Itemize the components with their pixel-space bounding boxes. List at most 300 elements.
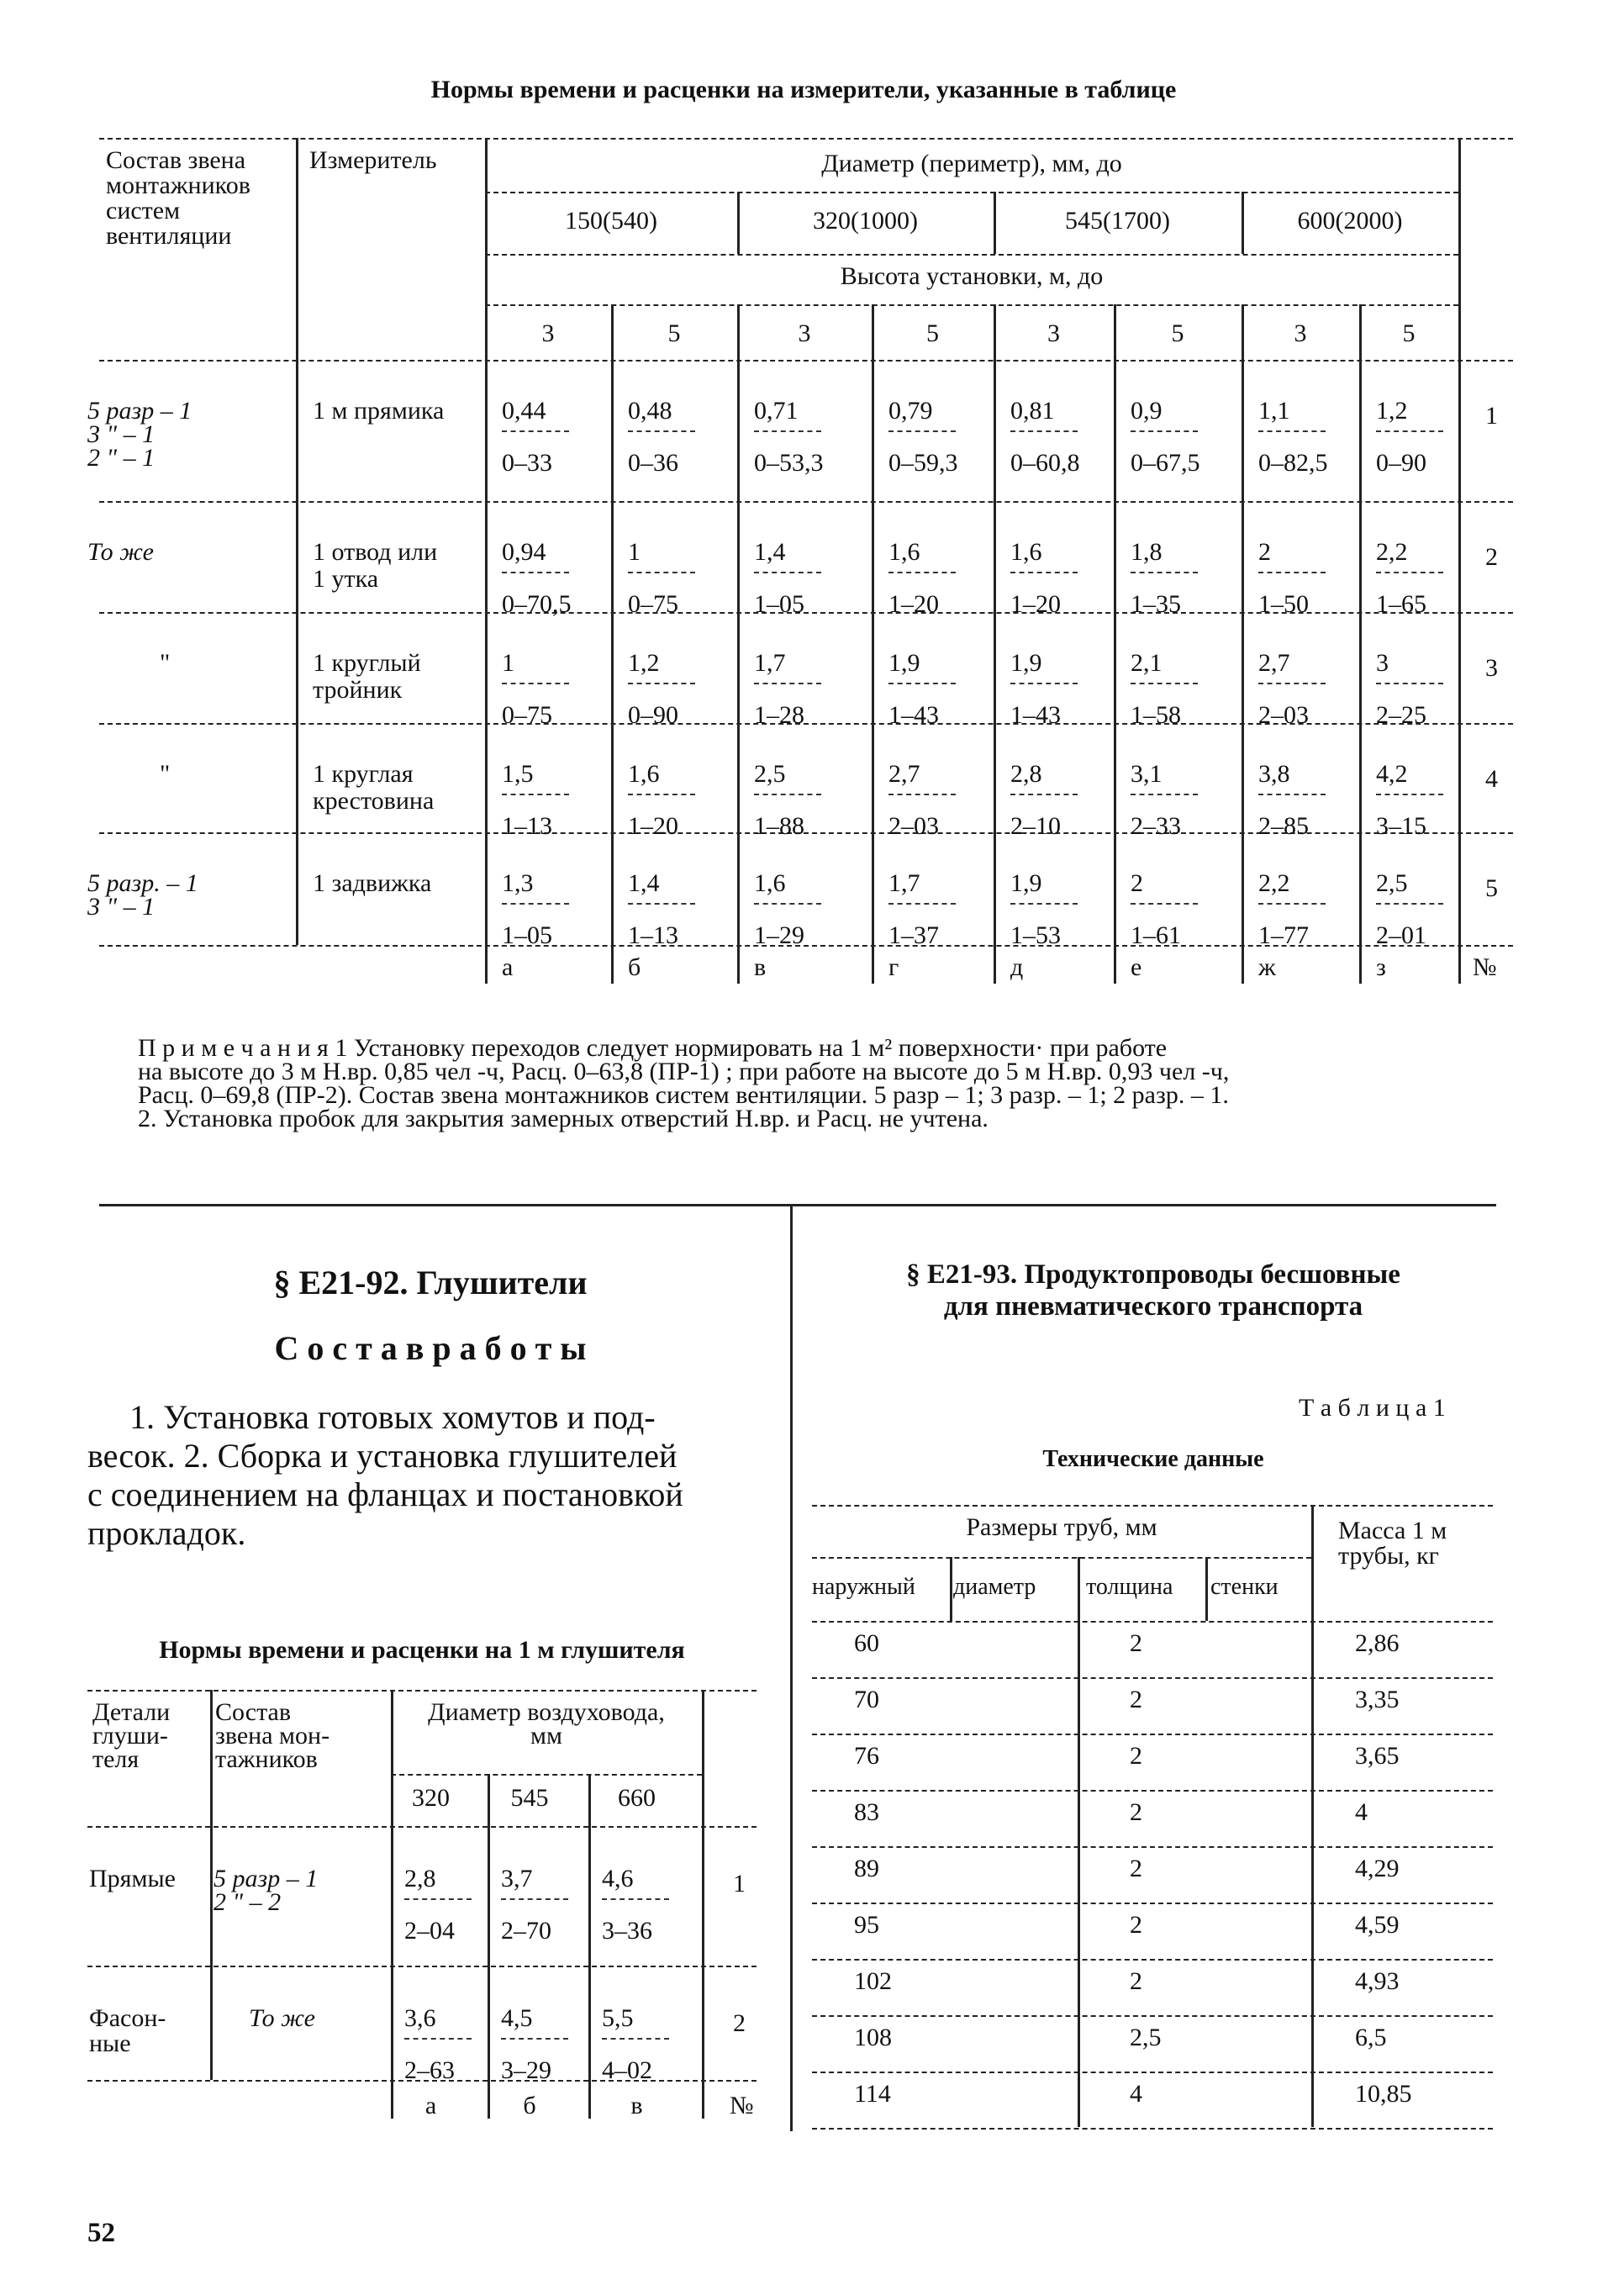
norm-time-value: 2,1 bbox=[1131, 649, 1163, 677]
norm-time-value: 2,8 bbox=[404, 1865, 436, 1892]
fraction-bar bbox=[628, 683, 695, 684]
fraction-bar bbox=[1010, 903, 1078, 905]
wall-thickness-value: 2 bbox=[1130, 1798, 1142, 1826]
left-table-rule bbox=[87, 1826, 757, 1828]
outer-diameter-value: 114 bbox=[854, 2080, 891, 2108]
mass-value: 4,59 bbox=[1355, 1911, 1400, 1939]
height-header: Высота установки, м, до bbox=[840, 262, 1104, 290]
table-note: Расц. 0–69,8 (ПР-2). Состав звена монтажников систем вентиляции. 5 разр – 1; 3 разр. – 1; 2 разр. – 1. bbox=[138, 1081, 1229, 1109]
right-table-col-line bbox=[1311, 1505, 1314, 2127]
table1-rule bbox=[485, 304, 1458, 306]
norm-time-value: 3,7 bbox=[501, 1865, 533, 1892]
outer-diameter-value: 70 bbox=[854, 1686, 879, 1713]
fraction-bar bbox=[1376, 430, 1443, 432]
table1-rule bbox=[485, 254, 1458, 256]
outer-diameter-value: 76 bbox=[854, 1742, 879, 1770]
norm-time-value: 0,81 bbox=[1010, 397, 1055, 425]
norm-time-value: 1,9 bbox=[888, 649, 920, 677]
table1-col-line bbox=[1114, 304, 1116, 984]
number-label: № bbox=[730, 2092, 754, 2119]
rate-value: 0–36 bbox=[628, 449, 678, 477]
section-heading: § Е21-93. Продуктопроводы бесшовные bbox=[906, 1259, 1400, 1290]
fraction-bar bbox=[502, 903, 569, 905]
diameter-header: 150(540) bbox=[565, 207, 657, 235]
column-header-diameter: мм bbox=[530, 1722, 562, 1750]
rate-value: 0–90 bbox=[628, 701, 678, 729]
work-description: с соединением на фланцах и постановкой bbox=[87, 1475, 683, 1513]
fraction-bar bbox=[404, 2038, 472, 2040]
left-table-col-line bbox=[391, 1690, 393, 2119]
row-number: 1 bbox=[1485, 402, 1498, 430]
norm-time-value: 1,9 bbox=[1010, 649, 1042, 677]
norm-time-value: 0,79 bbox=[888, 397, 933, 425]
table-title: Нормы времени и расценки на 1 м глушителя bbox=[159, 1636, 685, 1664]
mass-value: 4,29 bbox=[1355, 1855, 1400, 1882]
table1-col-line bbox=[737, 192, 740, 254]
mass-value: 4 bbox=[1355, 1798, 1368, 1826]
fraction-bar bbox=[628, 572, 695, 573]
rate-value: 2–03 bbox=[888, 812, 939, 840]
column-header-mass: трубы, кг bbox=[1338, 1542, 1439, 1570]
fraction-bar bbox=[1010, 683, 1078, 684]
column-letter: г bbox=[888, 953, 899, 981]
norm-time-value: 0,9 bbox=[1131, 397, 1163, 425]
part-label: Прямые bbox=[89, 1865, 176, 1892]
fraction-bar bbox=[1258, 430, 1326, 432]
column-letter: д bbox=[1010, 953, 1024, 981]
crew-composition: То же bbox=[87, 538, 154, 566]
fraction-bar bbox=[1258, 572, 1326, 573]
section-divider bbox=[99, 1204, 1496, 1206]
fraction-bar bbox=[1131, 903, 1198, 905]
diameter-header: 320(1000) bbox=[813, 207, 918, 235]
table1-col-line bbox=[1458, 138, 1461, 984]
work-description: прокладок. bbox=[87, 1514, 246, 1552]
column-header-composition: монтажников bbox=[106, 172, 250, 199]
column-header-diameter: Диаметр воздуховода, bbox=[428, 1698, 665, 1726]
mass-value: 4,93 bbox=[1355, 1967, 1400, 1995]
height-value: 5 bbox=[1171, 319, 1184, 347]
column-header-unit: Измеритель bbox=[309, 146, 437, 174]
rate-value: 3–15 bbox=[1376, 812, 1426, 840]
wall-thickness-value: 2 bbox=[1130, 1911, 1142, 1939]
right-table-rule bbox=[812, 1846, 1493, 1848]
norm-time-value: 2,2 bbox=[1258, 869, 1290, 897]
wall-thickness-value: 4 bbox=[1130, 2080, 1142, 2108]
table1-rule bbox=[485, 192, 1458, 193]
rate-value: 1–43 bbox=[1010, 701, 1061, 729]
rate-value: 2–33 bbox=[1131, 812, 1181, 840]
mass-value: 2,86 bbox=[1355, 1629, 1400, 1657]
right-table-col-line bbox=[1205, 1557, 1208, 1621]
outer-diameter-value: 108 bbox=[854, 2024, 892, 2051]
table1-col-line bbox=[1359, 304, 1362, 984]
fraction-bar bbox=[628, 794, 695, 795]
rate-value: 0–75 bbox=[628, 590, 678, 618]
norm-time-value: 3,1 bbox=[1131, 760, 1163, 788]
fraction-bar bbox=[502, 683, 569, 684]
height-value: 3 bbox=[541, 319, 555, 347]
row-number: 1 bbox=[733, 1870, 746, 1897]
fraction-bar bbox=[502, 430, 569, 432]
crew-composition: 2 " – 2 bbox=[214, 1888, 282, 1916]
rate-value: 2–63 bbox=[404, 2056, 455, 2084]
fraction-bar bbox=[602, 1898, 669, 1900]
column-letter: з bbox=[1376, 953, 1386, 981]
right-table-rule bbox=[812, 1790, 1493, 1792]
norm-time-value: 1,7 bbox=[888, 869, 920, 897]
right-table-rule bbox=[812, 1903, 1493, 1904]
left-table-rule bbox=[391, 1774, 702, 1776]
rate-value: 1–13 bbox=[502, 812, 552, 840]
norm-time-value: 0,94 bbox=[502, 538, 546, 566]
rate-value: 1–58 bbox=[1131, 701, 1181, 729]
fraction-bar bbox=[501, 2038, 568, 2040]
fraction-bar bbox=[754, 683, 821, 684]
column-header-composition: вентиляции bbox=[106, 222, 232, 250]
rate-value: 1–20 bbox=[888, 590, 939, 618]
right-table-rule bbox=[812, 2128, 1493, 2130]
crew-composition: 5 разр – 1 bbox=[214, 1865, 319, 1892]
unit-label: крестовина bbox=[313, 787, 435, 815]
fraction-bar bbox=[888, 903, 956, 905]
row-number: 5 bbox=[1485, 874, 1498, 902]
rate-value: 1–43 bbox=[888, 701, 939, 729]
norm-time-value: 5,5 bbox=[602, 2004, 634, 2032]
right-table-rule bbox=[812, 1557, 1311, 1559]
column-header-crew: тажников bbox=[215, 1745, 318, 1773]
table1-col-line bbox=[994, 192, 996, 254]
column-letter: б bbox=[523, 2092, 536, 2119]
rate-value: 1–61 bbox=[1131, 921, 1181, 949]
fraction-bar bbox=[1131, 430, 1198, 432]
norm-time-value: 1,7 bbox=[754, 649, 786, 677]
crew-composition: 3 " – 1 bbox=[87, 893, 156, 921]
fraction-bar bbox=[1376, 903, 1443, 905]
fraction-bar bbox=[404, 1898, 472, 1900]
norm-time-value: 1,4 bbox=[628, 869, 660, 897]
fraction-bar bbox=[754, 794, 821, 795]
column-header-sizes: Размеры труб, мм bbox=[966, 1513, 1157, 1541]
wall-thickness-value: 2 bbox=[1130, 1855, 1142, 1882]
fraction-bar bbox=[1131, 683, 1198, 684]
table1-col-line bbox=[296, 138, 298, 945]
fraction-bar bbox=[1376, 794, 1443, 795]
norm-time-value: 1,3 bbox=[502, 869, 534, 897]
norm-time-value: 3,6 bbox=[404, 2004, 436, 2032]
rate-value: 2–70 bbox=[501, 1917, 551, 1945]
norm-time-value: 1,6 bbox=[1010, 538, 1042, 566]
crew-composition: 5 разр. – 1 bbox=[87, 869, 198, 897]
norm-time-value: 1,6 bbox=[754, 869, 786, 897]
norm-time-value: 2 bbox=[1131, 869, 1143, 897]
column-header-crew: звена мон- bbox=[215, 1722, 330, 1750]
row-number: 4 bbox=[1485, 765, 1498, 793]
column-letter: ж bbox=[1258, 953, 1276, 981]
norm-time-value: 2,7 bbox=[1258, 649, 1290, 677]
right-table-col-line bbox=[1078, 1557, 1080, 2127]
fraction-bar bbox=[1258, 794, 1326, 795]
fraction-bar bbox=[1010, 572, 1078, 573]
rate-value: 1–13 bbox=[628, 921, 678, 949]
rate-value: 1–05 bbox=[754, 590, 804, 618]
rate-value: 3–36 bbox=[602, 1917, 652, 1945]
left-table-col-line bbox=[702, 1690, 704, 2119]
rate-value: 1–53 bbox=[1010, 921, 1061, 949]
crew-composition: " bbox=[160, 760, 171, 788]
unit-label: 1 м прямика bbox=[313, 397, 445, 425]
rate-value: 1–65 bbox=[1376, 590, 1426, 618]
fraction-bar bbox=[1010, 794, 1078, 795]
norm-time-value: 4,6 bbox=[602, 1865, 634, 1892]
section-heading: § Е21-92. Глушители bbox=[273, 1264, 588, 1301]
fraction-bar bbox=[888, 572, 956, 573]
fraction-bar bbox=[1131, 794, 1198, 795]
fraction-bar bbox=[754, 572, 821, 573]
fraction-bar bbox=[1131, 572, 1198, 573]
rate-value: 4–02 bbox=[602, 2056, 652, 2084]
norm-time-value: 1 bbox=[502, 649, 514, 677]
norm-time-value: 2,7 bbox=[888, 760, 920, 788]
outer-diameter-value: 95 bbox=[854, 1911, 879, 1939]
height-value: 5 bbox=[667, 319, 681, 347]
right-table-rule bbox=[812, 1959, 1493, 1961]
diameter-value: 320 bbox=[412, 1784, 450, 1812]
rate-value: 0–60,8 bbox=[1010, 449, 1080, 477]
column-letter: в bbox=[630, 2092, 643, 2119]
column-header-diameter: диаметр bbox=[953, 1574, 1036, 1600]
left-table-col-line bbox=[210, 1690, 213, 2080]
fraction-bar bbox=[1258, 903, 1326, 905]
unit-label: 1 круглая bbox=[313, 760, 414, 788]
unit-label: 1 задвижка bbox=[313, 869, 432, 897]
wall-thickness-value: 2 bbox=[1130, 1967, 1142, 1995]
table-label: Т а б л и ц а 1 bbox=[1299, 1394, 1446, 1422]
rate-value: 1–20 bbox=[628, 812, 678, 840]
mass-value: 3,65 bbox=[1355, 1742, 1400, 1770]
fraction-bar bbox=[1376, 572, 1443, 573]
fraction-bar bbox=[502, 794, 569, 795]
unit-label: тройник bbox=[313, 676, 403, 704]
fraction-bar bbox=[888, 794, 956, 795]
unit-label: 1 отвод или bbox=[313, 538, 438, 566]
mass-value: 3,35 bbox=[1355, 1686, 1400, 1713]
page-title: Нормы времени и расценки на измерители, указанные в таблице bbox=[430, 76, 1177, 103]
part-label: ные bbox=[89, 2029, 131, 2057]
rate-value: 0–33 bbox=[502, 449, 552, 477]
fraction-bar bbox=[888, 430, 956, 432]
norm-time-value: 1,6 bbox=[628, 760, 660, 788]
table1-rule bbox=[99, 360, 1513, 362]
left-table-rule bbox=[87, 1966, 757, 1967]
height-value: 3 bbox=[798, 319, 811, 347]
crew-composition: 2 " – 1 bbox=[87, 444, 156, 472]
column-header-outer: наружный bbox=[812, 1574, 915, 1600]
right-table-rule bbox=[812, 1677, 1493, 1679]
rate-value: 1–35 bbox=[1131, 590, 1181, 618]
norm-time-value: 4,2 bbox=[1376, 760, 1408, 788]
table-note: на высоте до 3 м Н.вр. 0,85 чел -ч, Расц. 0–63,8 (ПР-1) ; при работе на высоте до 5 м Н.вр. 0,93 чел -ч, bbox=[138, 1058, 1230, 1085]
rate-value: 1–37 bbox=[888, 921, 939, 949]
diameter-value: 545 bbox=[510, 1784, 549, 1812]
table-note: 2. Установка пробок для закрытия замерных отверстий Н.вр. и Расц. не учтена. bbox=[138, 1105, 989, 1132]
crew-composition: " bbox=[160, 649, 171, 677]
norm-time-value: 1 bbox=[628, 538, 641, 566]
height-value: 3 bbox=[1047, 319, 1060, 347]
crew-composition: То же bbox=[249, 2004, 315, 2032]
column-header-composition: Состав звена bbox=[106, 146, 246, 174]
norm-time-value: 1,8 bbox=[1131, 538, 1163, 566]
table1-col-line bbox=[1242, 304, 1244, 984]
part-label: Фасон- bbox=[89, 2004, 166, 2032]
rate-value: 3–29 bbox=[501, 2056, 551, 2084]
column-header-parts: глуши- bbox=[92, 1722, 168, 1750]
norm-time-value: 2,8 bbox=[1010, 760, 1042, 788]
left-table-col-line bbox=[588, 1774, 591, 2119]
column-header-mass: Масса 1 м bbox=[1338, 1517, 1447, 1544]
norm-time-value: 2,5 bbox=[754, 760, 786, 788]
column-letter: б bbox=[628, 953, 641, 981]
rate-value: 1–20 bbox=[1010, 590, 1061, 618]
rate-value: 1–88 bbox=[754, 812, 804, 840]
fraction-bar bbox=[501, 1898, 568, 1900]
fraction-bar bbox=[628, 430, 695, 432]
rate-value: 2–03 bbox=[1258, 701, 1309, 729]
fraction-bar bbox=[628, 903, 695, 905]
norm-time-value: 1,6 bbox=[888, 538, 920, 566]
column-divider bbox=[790, 1204, 793, 2131]
column-header-composition: систем bbox=[106, 197, 181, 224]
table1-col-line bbox=[1242, 192, 1244, 254]
rate-value: 1–77 bbox=[1258, 921, 1309, 949]
subheading: С о с т а в р а б о т ы bbox=[274, 1329, 587, 1367]
column-letter: а bbox=[502, 953, 514, 981]
norm-time-value: 2 bbox=[1258, 538, 1271, 566]
height-value: 3 bbox=[1294, 319, 1307, 347]
height-value: 5 bbox=[926, 319, 939, 347]
section-heading: для пневматического транспорта bbox=[943, 1291, 1363, 1322]
rate-value: 0–90 bbox=[1376, 449, 1426, 477]
column-header-parts: Детали bbox=[92, 1698, 171, 1726]
right-table-rule bbox=[812, 1734, 1493, 1735]
work-description: 1. Установка готовых хомутов и под- bbox=[129, 1398, 656, 1436]
mass-value: 6,5 bbox=[1355, 2024, 1387, 2051]
column-header-parts: теля bbox=[92, 1745, 140, 1773]
fraction-bar bbox=[754, 430, 821, 432]
rate-value: 2–04 bbox=[404, 1917, 455, 1945]
norm-time-value: 1,1 bbox=[1258, 397, 1290, 425]
column-header-diameter: Диаметр (периметр), мм, до bbox=[821, 150, 1122, 177]
rate-value: 0–75 bbox=[502, 701, 552, 729]
column-header-crew: Состав bbox=[215, 1698, 292, 1726]
unit-label: 1 круглый bbox=[313, 649, 421, 677]
norm-time-value: 3,8 bbox=[1258, 760, 1290, 788]
unit-label: 1 утка bbox=[313, 565, 379, 593]
column-letter: а bbox=[424, 2092, 437, 2119]
fraction-bar bbox=[1376, 683, 1443, 684]
norm-time-value: 1,4 bbox=[754, 538, 786, 566]
norm-time-value: 2,5 bbox=[1376, 869, 1408, 897]
column-letter: в bbox=[754, 953, 767, 981]
fraction-bar bbox=[754, 903, 821, 905]
rate-value: 1–50 bbox=[1258, 590, 1309, 618]
mass-value: 10,85 bbox=[1355, 2080, 1412, 2108]
work-description: весок. 2. Сборка и установка глушителей bbox=[87, 1437, 677, 1475]
rate-value: 0–53,3 bbox=[754, 449, 824, 477]
norm-time-value: 1,2 bbox=[628, 649, 660, 677]
fraction-bar bbox=[602, 2038, 669, 2040]
table1-col-line bbox=[994, 304, 996, 984]
table1-col-line bbox=[611, 304, 614, 984]
height-value: 5 bbox=[1402, 319, 1416, 347]
outer-diameter-value: 89 bbox=[854, 1855, 879, 1882]
left-table-col-line bbox=[488, 1774, 490, 2119]
left-table-rule bbox=[87, 1690, 757, 1692]
table-note: П р и м е ч а н и я 1 Установку переходов следует нормировать на 1 м² поверхности· при работе bbox=[138, 1034, 1168, 1062]
right-table-col-line bbox=[950, 1557, 952, 1621]
norm-time-value: 2,2 bbox=[1376, 538, 1408, 566]
row-number: 2 bbox=[733, 2009, 746, 2037]
outer-diameter-value: 102 bbox=[854, 1967, 892, 1995]
fraction-bar bbox=[1010, 430, 1078, 432]
table1-top-rule bbox=[99, 138, 1513, 140]
rate-value: 2–85 bbox=[1258, 812, 1309, 840]
column-letter: е bbox=[1131, 953, 1142, 981]
norm-time-value: 1,5 bbox=[502, 760, 534, 788]
rate-value: 0–70,5 bbox=[502, 590, 572, 618]
rate-value: 1–05 bbox=[502, 921, 552, 949]
rate-value: 1–28 bbox=[754, 701, 804, 729]
fraction-bar bbox=[888, 683, 956, 684]
fraction-bar bbox=[502, 572, 569, 573]
norm-time-value: 4,5 bbox=[501, 2004, 533, 2032]
column-header-wall: стенки bbox=[1210, 1574, 1278, 1600]
wall-thickness-value: 2 bbox=[1130, 1686, 1142, 1713]
right-table-rule bbox=[812, 1505, 1493, 1507]
wall-thickness-value: 2,5 bbox=[1130, 2024, 1162, 2051]
page-number: 52 bbox=[87, 2218, 115, 2248]
norm-time-value: 0,44 bbox=[502, 397, 546, 425]
number-label: № bbox=[1473, 953, 1497, 981]
norm-time-value: 1,2 bbox=[1376, 397, 1408, 425]
rate-value: 0–67,5 bbox=[1131, 449, 1200, 477]
norm-time-value: 0,71 bbox=[754, 397, 799, 425]
crew-composition: 3 " – 1 bbox=[87, 420, 156, 448]
table1-col-line bbox=[485, 138, 488, 984]
table-title: Технические данные bbox=[1042, 1446, 1264, 1472]
column-header-thickness: толщина bbox=[1086, 1574, 1173, 1600]
rate-value: 2–25 bbox=[1376, 701, 1426, 729]
wall-thickness-value: 2 bbox=[1130, 1629, 1142, 1657]
table1-col-line bbox=[872, 304, 874, 984]
rate-value: 2–01 bbox=[1376, 921, 1426, 949]
row-number: 3 bbox=[1485, 654, 1498, 682]
norm-time-value: 3 bbox=[1376, 649, 1389, 677]
right-table-rule bbox=[812, 2015, 1493, 2017]
outer-diameter-value: 60 bbox=[854, 1629, 879, 1657]
fraction-bar bbox=[1258, 683, 1326, 684]
table1-col-line bbox=[737, 304, 740, 984]
row-number: 2 bbox=[1485, 543, 1498, 571]
diameter-header: 545(1700) bbox=[1065, 207, 1170, 235]
right-table-rule bbox=[812, 2072, 1493, 2073]
table1-rule bbox=[99, 501, 1513, 503]
norm-time-value: 0,48 bbox=[628, 397, 672, 425]
outer-diameter-value: 83 bbox=[854, 1798, 879, 1826]
crew-composition: 5 разр – 1 bbox=[87, 397, 192, 425]
norm-time-value: 1,9 bbox=[1010, 869, 1042, 897]
rate-value: 0–59,3 bbox=[888, 449, 958, 477]
